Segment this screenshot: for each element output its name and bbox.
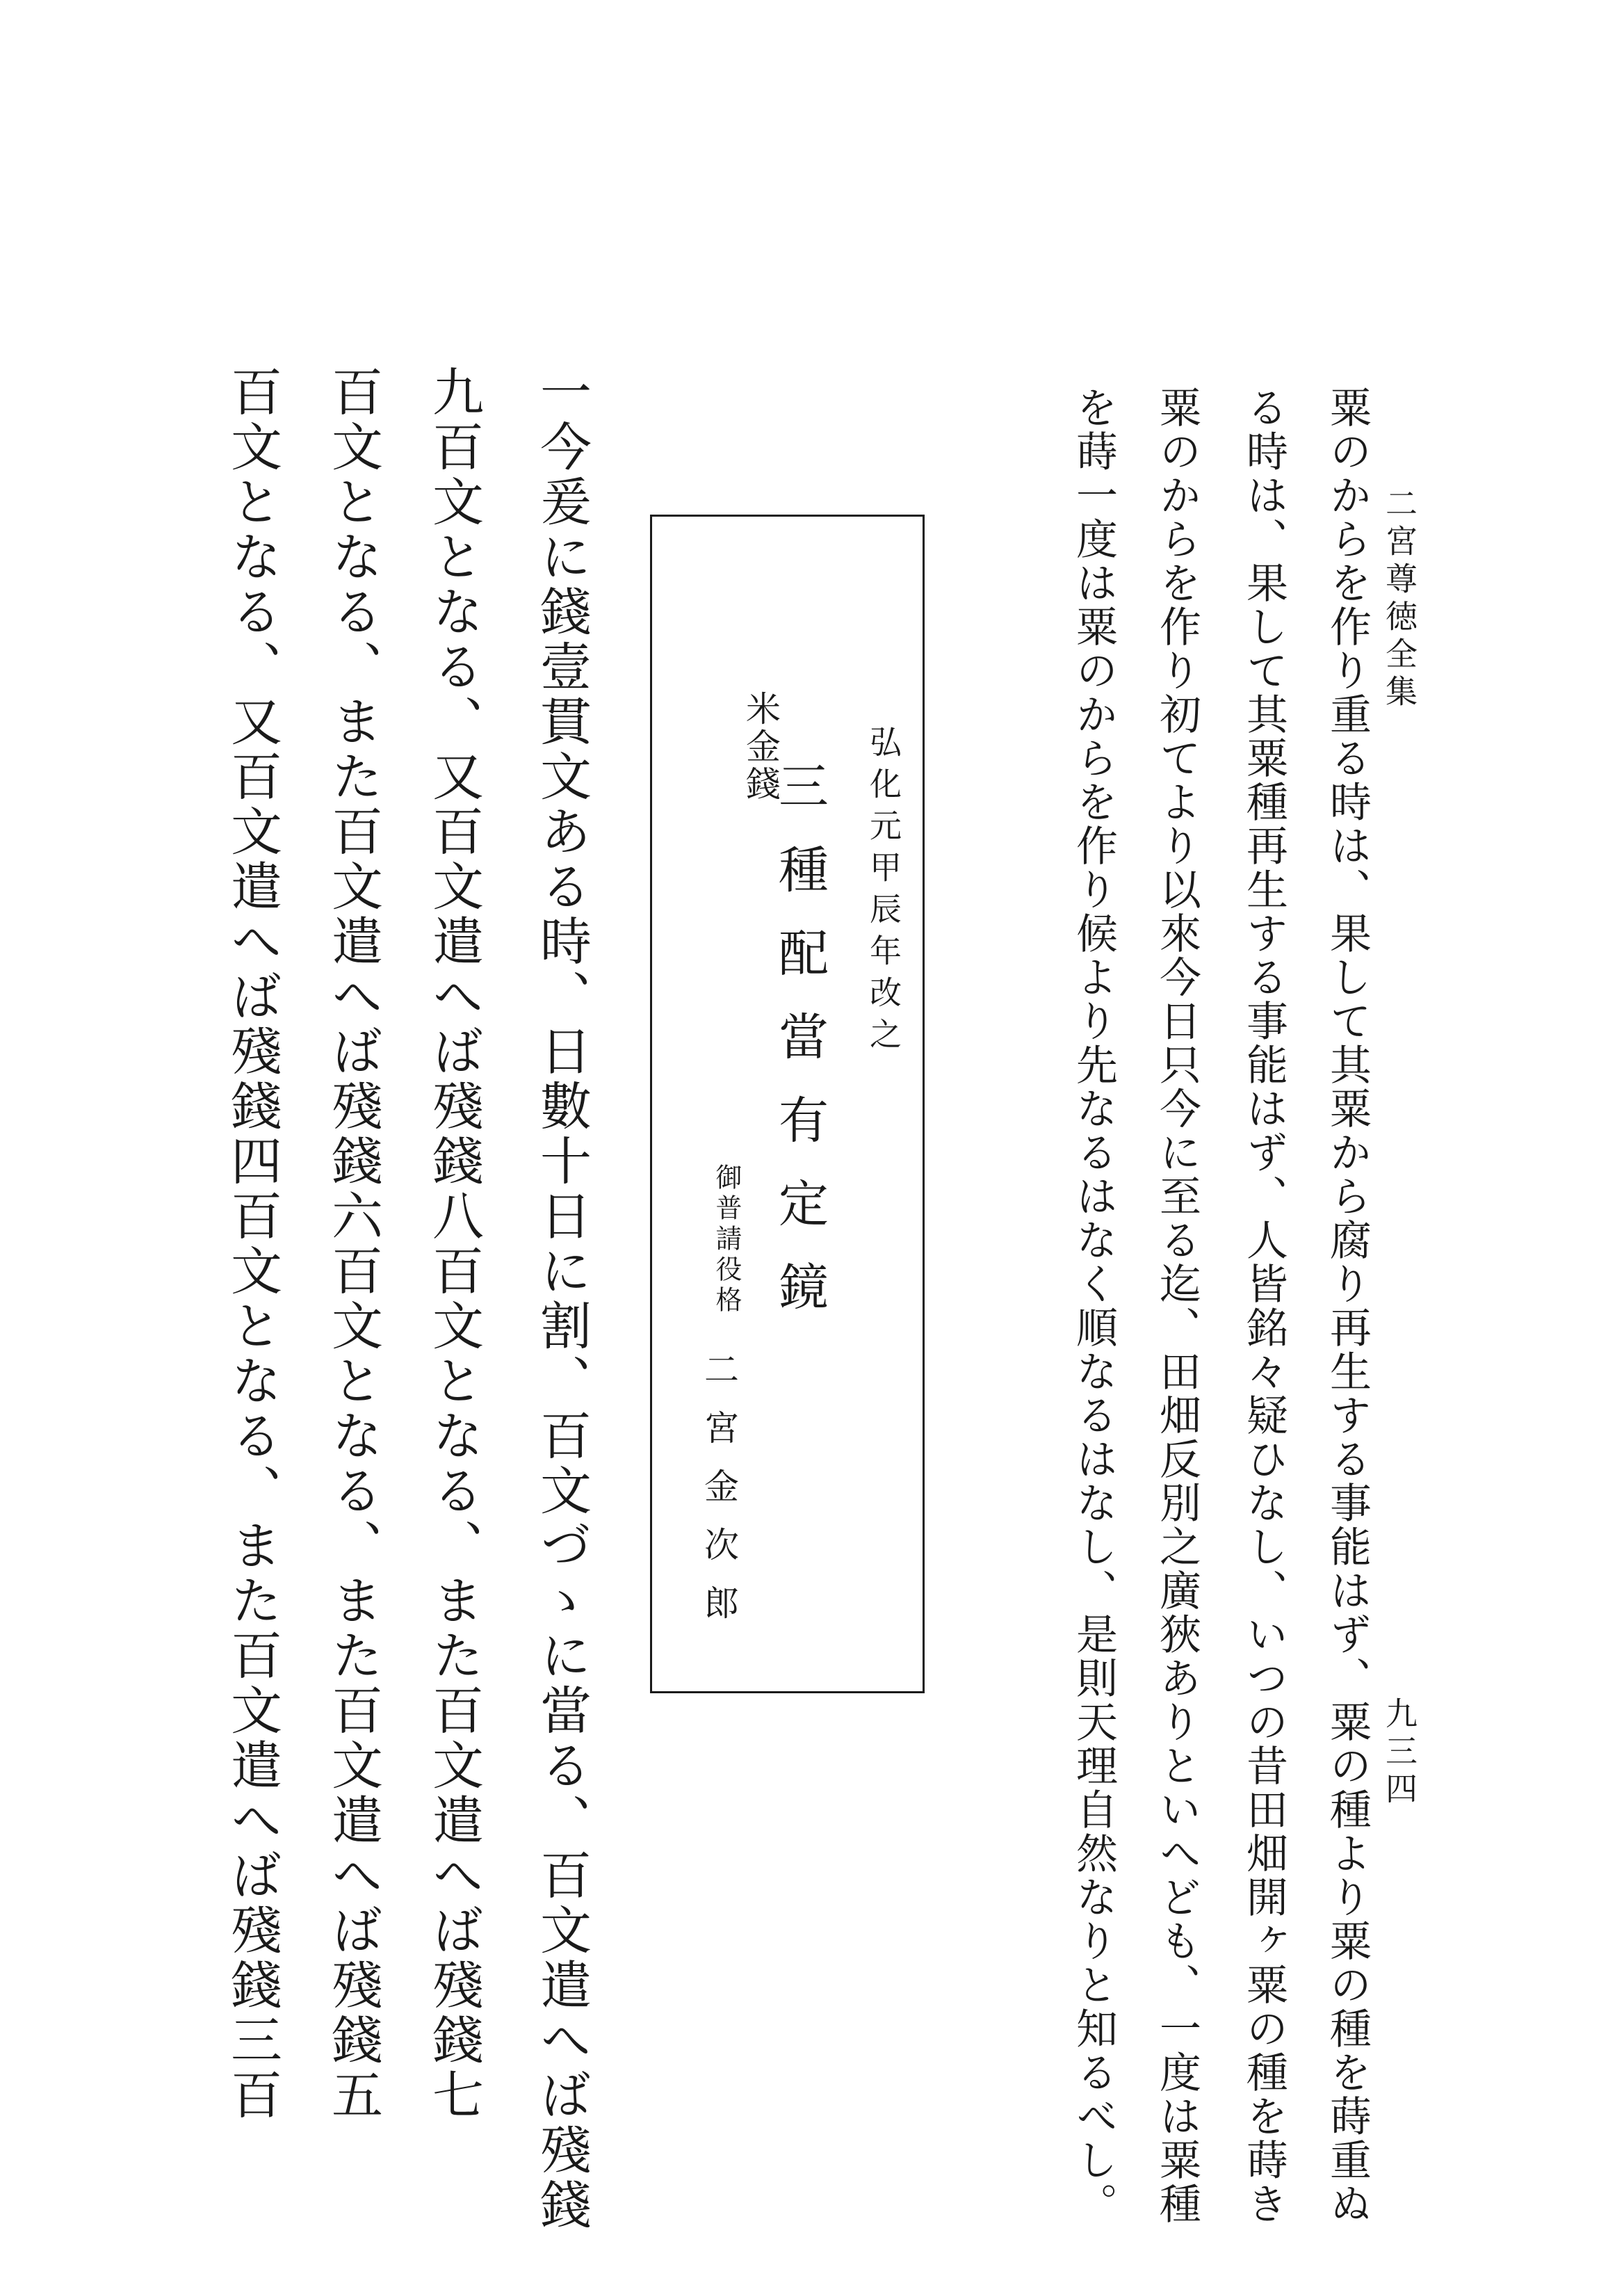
page-number: 九三四 bbox=[1381, 1697, 1418, 1809]
prev-text-line-2: る時は、果して其粟種再生する事能はず、人皆銘々疑ひなし、いつの昔田畑開ヶ粟の種を蒔き bbox=[1240, 386, 1288, 2226]
main-text-line-2: 九百文となる、又百文遣へば殘錢八百文となる、また百文遣へば殘錢七 bbox=[424, 365, 484, 2123]
author-name: 二宮金次郎 bbox=[699, 1351, 739, 1643]
prev-text-line-3: 粟のからを作り初てより以來今日只今に至る迄、田畑反別之廣狹ありといへども、一度は粟種 bbox=[1153, 386, 1201, 2226]
prev-text-line-4: を蒔一度は粟のからを作り候より先なるはなく順なるはなし、是則天理自然なりと知るべし。 bbox=[1069, 386, 1118, 2226]
prev-text-line-1: 粟のからを作り重る時は、果して其粟から腐り再生する事能はず、粟の種より粟の種を蒔重ぬ bbox=[1323, 386, 1372, 2226]
main-text-line-3: 百文となる、また百文遣へば殘錢六百文となる、また百文遣へば殘錢五 bbox=[323, 365, 383, 2123]
main-text-line-1: 一今爰に錢壹貫文ある時、日數十日に割、百文づゝに當る、百文遣へば殘錢 bbox=[532, 365, 592, 2233]
title-box bbox=[650, 515, 925, 1693]
main-text-line-4: 百文となる、又百文遣へば殘錢四百文となる、また百文遣へば殘錢三百 bbox=[222, 365, 282, 2123]
running-header-title: 二宮尊徳全集 bbox=[1381, 487, 1418, 712]
author-role: 御普請役格 bbox=[711, 1163, 742, 1316]
document-title: 三種配當有定鏡 bbox=[770, 760, 829, 1344]
category-label: 米金錢 bbox=[740, 691, 781, 803]
era-note: 弘化元甲辰年改之 bbox=[865, 725, 902, 1059]
